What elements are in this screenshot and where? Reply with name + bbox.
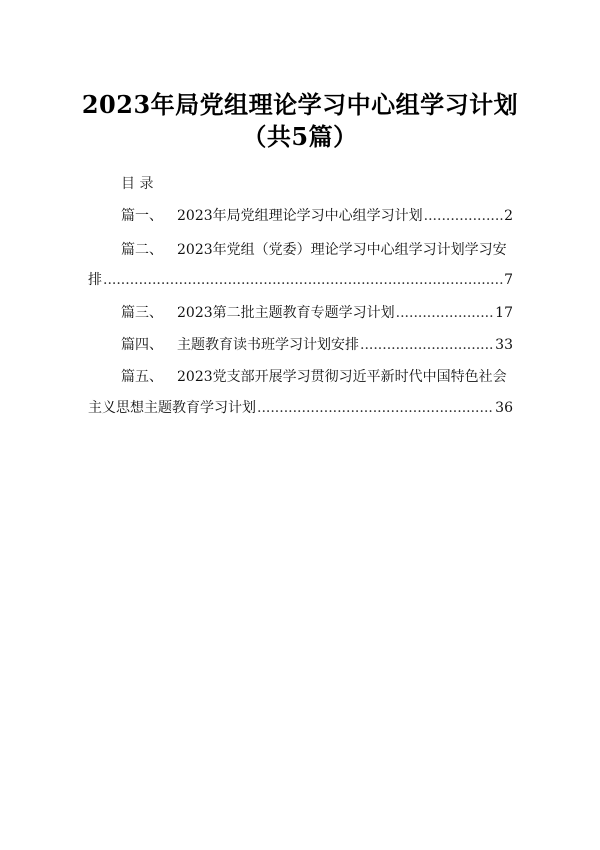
toc-entry-4[interactable]: [121, 335, 513, 355]
toc-leader-dots: [257, 398, 494, 418]
toc-entry-prefix: 篇二、: [121, 242, 163, 258]
toc-entry-title: 2023年局党组理论学习中心组学习计划: [177, 208, 423, 224]
document-subtitle: （共5篇）: [242, 122, 358, 151]
toc-entry-3[interactable]: [121, 303, 513, 323]
toc-entry-2-continued[interactable]: [88, 270, 513, 290]
toc-entry-page: 17: [495, 305, 513, 321]
toc-entry-page: 2: [504, 208, 513, 224]
toc-entry-title-continued: 主义思想主题教育学习计划: [88, 400, 256, 416]
toc-leader-dots: [424, 206, 503, 226]
toc-entry-title-continued: 排: [88, 272, 102, 288]
toc-entry-page: 7: [504, 272, 513, 288]
toc-entry-title: 2023第二批主题教育专题学习计划: [177, 305, 395, 321]
toc-leader-dots: [396, 303, 495, 323]
toc-leader-dots: [103, 270, 503, 290]
toc-entry-title: 2023年党组（党委）理论学习中心组学习计划学习安: [177, 242, 507, 258]
toc-entry-title: 主题教育读书班学习计划安排: [177, 337, 359, 353]
toc-entry-5-continued[interactable]: [88, 398, 513, 418]
toc-entry-1[interactable]: [121, 206, 513, 226]
toc-entry-5[interactable]: [121, 367, 513, 387]
toc-entry-2[interactable]: [121, 240, 513, 260]
toc-entry-prefix: 篇四、: [121, 337, 163, 353]
toc-entry-prefix: 篇五、: [121, 369, 163, 385]
toc-heading: 目 录: [121, 176, 154, 192]
toc-entry-page: 33: [495, 337, 513, 353]
document-title: 2023年局党组理论学习中心组学习计划: [81, 90, 519, 119]
toc-entry-title: 2023党支部开展学习贯彻习近平新时代中国特色社会: [177, 369, 507, 385]
toc-entry-page: 36: [495, 400, 513, 416]
toc-leader-dots: [360, 335, 494, 355]
toc-entry-prefix: 篇三、: [121, 305, 163, 321]
toc-entry-prefix: 篇一、: [121, 208, 163, 224]
